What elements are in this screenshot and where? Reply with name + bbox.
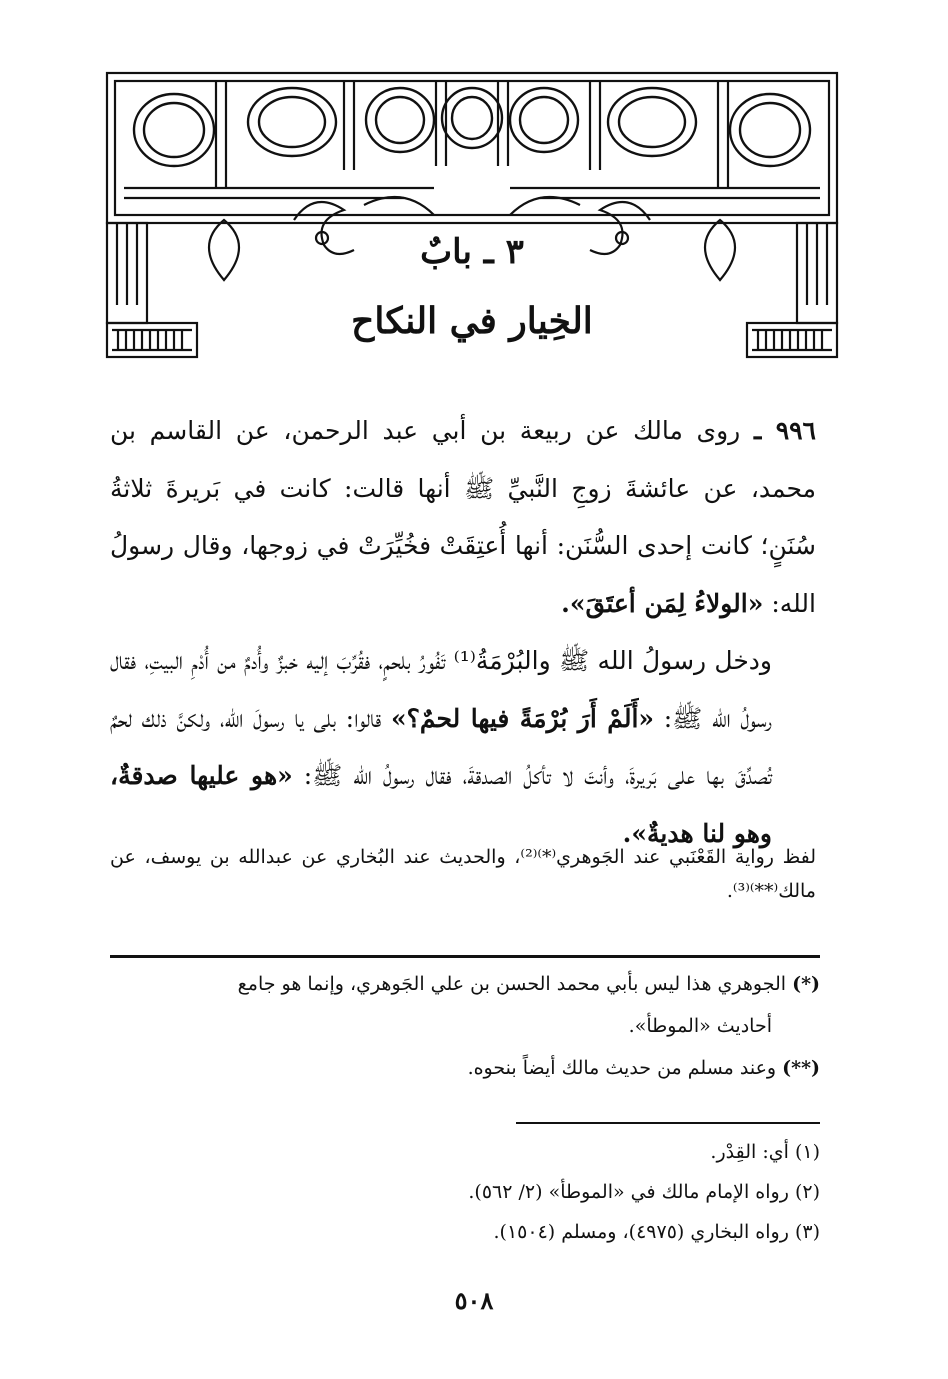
editor-note-text: وعند مسلم من حديث مالك أيضاً بنحوه. <box>467 1057 777 1079</box>
editor-note-1 <box>110 963 820 1005</box>
editor-note-2 <box>110 1047 820 1089</box>
editor-note-marker: (**) <box>782 1057 820 1079</box>
hadith-quote-1: «الولاءُ لِمَن أعتَقَ». <box>561 588 764 618</box>
hadith-number: ٩٩٦ ـ <box>753 416 816 445</box>
footnote-3 <box>110 1212 820 1252</box>
hadith-paragraph-1 <box>110 402 816 632</box>
footnote-1 <box>110 1132 820 1172</box>
hadith-paragraph-2 <box>110 632 816 862</box>
hadith-paragraph-2a-text: ودخل رسولُ الله ﷺ والبُرْمَةُ⁽¹⁾ تَفُورُ بلحمٍ، فقُرِّبَ إليه خبزٌ وأُدمٌ من أُدْمِ البيتِ، فقال رسولُ الله ﷺ: <box>110 646 773 733</box>
footnote-marker: (٣) <box>794 1221 820 1243</box>
footnote-2 <box>110 1172 820 1212</box>
editor-note-marker: (*) <box>792 973 820 995</box>
footnotes-divider <box>516 1122 820 1124</box>
source-note: لفظ رواية القَعْنَبي عند الجَوهري⁽*⁾⁽²⁾، والحديث عند البُخاري عن عبدالله بن يوسف، عن مالك⁽**⁾⁽³⁾. <box>110 846 817 902</box>
chapter-number: ٣ ـ بابٌ <box>420 232 524 272</box>
editor-note-1-continued: أحاديث «الموطأ». <box>628 1015 772 1037</box>
footnote-marker: (٢) <box>794 1181 820 1203</box>
footnote-text: أي: القِدْر. <box>710 1141 789 1163</box>
footnotes <box>110 1132 820 1252</box>
footnote-text: رواه الإمام مالك في «الموطأ» (٢/ ٥٦٢). <box>468 1181 789 1203</box>
page-number: ٥٠٨ <box>454 1286 494 1315</box>
hadith-paragraph-2b-text: قالوا: بلى يا رسولَ الله، ولكنَّ ذلك لحمٌ تُصدِّقَ بها على بَريرةَ، وأنتَ لا تأكلُ الصدقةَ، فقال رسولُ الله ﷺ: <box>110 703 772 790</box>
editor-notes <box>110 963 820 1089</box>
editor-notes-divider <box>110 955 820 958</box>
footnote-text: رواه البخاري (٤٩٧٥)، ومسلم (١٥٠٤). <box>493 1221 789 1243</box>
chapter-title: الخِيار في النكاح <box>351 300 593 342</box>
hadith-quote-2: «أَلَمْ أَرَ بُرْمَةً فيها لحمٌ؟» <box>391 703 655 733</box>
footnote-marker: (١) <box>794 1141 820 1163</box>
hadith-quote-3: «هو عليها صدقةٌ، وهو لنا هديةٌ». <box>110 761 772 848</box>
hadith-paragraph-1-text: روى مالك عن ربيعة بن أبي عبد الرحمن، عن القاسم بن محمد، عن عائشةَ زوجِ النَّبيِّ ﷺ أنها قالت: كانت في بَريرةَ ثلاثةُ سُنَنٍ؛ كانت إحدى السُّنَن: أنها أُعتِقَتْ فخُيِّرَتْ في زوجها، وقال رسولُ الله: <box>110 416 816 618</box>
editor-note-text: الجوهري هذا ليس بأبي محمد الحسن بن علي الجَوهري، وإنما هو جامع <box>237 973 787 995</box>
hadith-text <box>110 402 816 862</box>
